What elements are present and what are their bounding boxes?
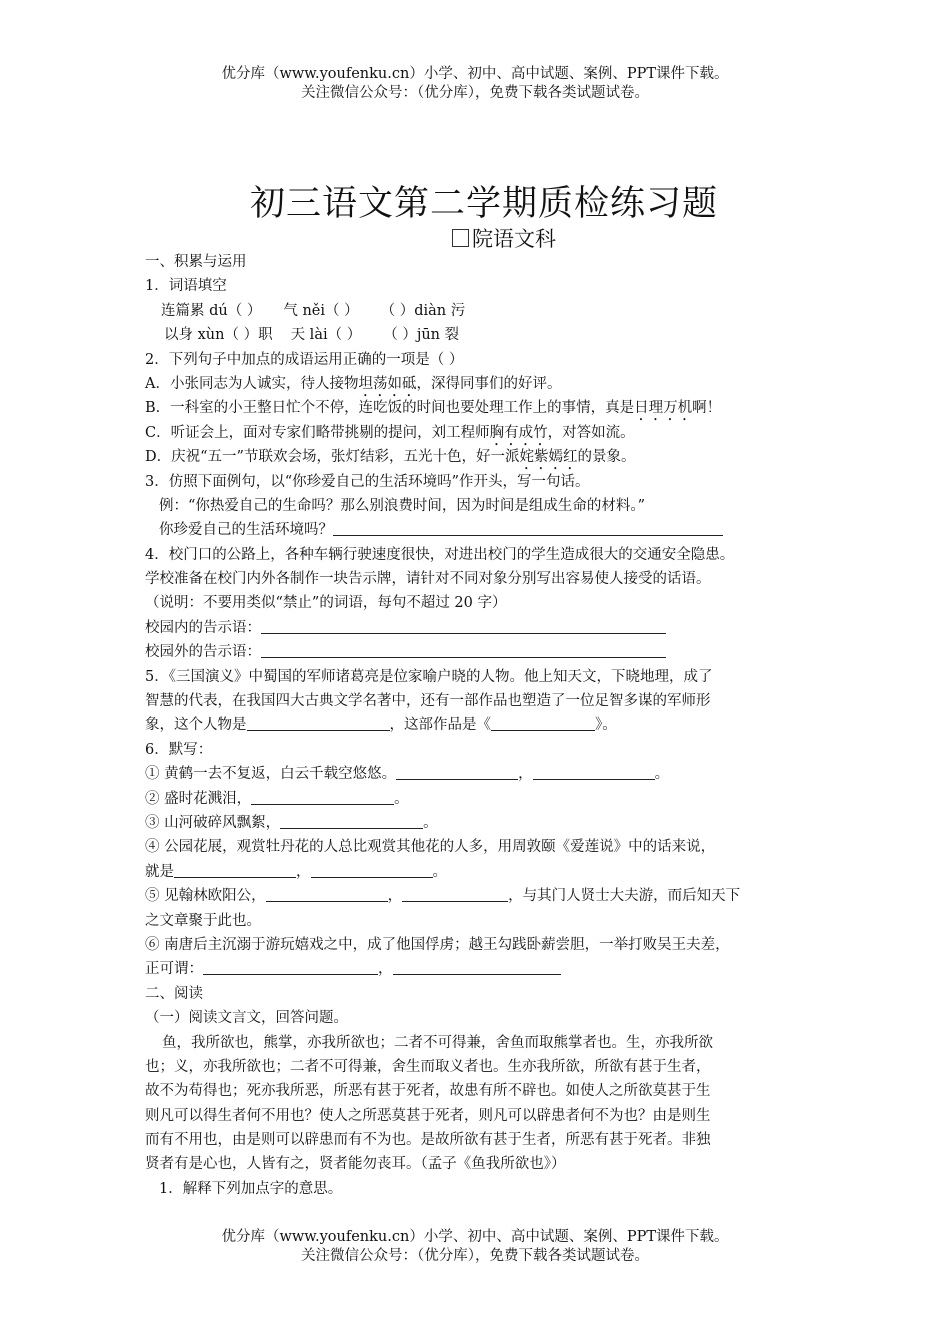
q2-option-a [145,372,813,396]
q6-item-6-line-2 [145,957,813,981]
q2-b-pre: B．一科室的小王整日忙个不停，连吃饭的时间也要处理工作上的事情，真是 [145,400,635,417]
q6-3-period: 。 [423,814,438,831]
q6-5-blank-b[interactable] [402,886,508,902]
footer-line-2: 关注微信公众号：（优分库），免费下载各类试题试卷。 [301,1248,649,1264]
q6-4-text: 就是 [145,863,174,880]
q1-item-c: （ ）diàn 污 [380,302,466,319]
q2-c-post: ，对答如流。 [547,424,635,441]
q6-item-5-line-2: 之文章聚于此也。 [145,912,261,929]
q5-text-a: 象，这个人物是 [145,717,247,734]
q2-b-post: 啊！ [692,400,722,417]
q6-item-4-line-2 [145,860,813,884]
q4-inside-label: 校园内的告示语： [145,619,261,636]
q3-prompt: 你珍爱自己的生活环境吗？ [159,522,333,539]
q6-5-blank-a[interactable] [266,886,388,902]
q6-label: 6．默写： [145,741,213,758]
q2-stem: 2．下列句子中加点的成语运用正确的一项是（ ） [145,351,464,368]
q3-example: 例：“你热爱自己的生命吗？那么别浪费时间，因为时间是组成生命的材料。” [159,497,646,514]
q4-line-2: 学校准备在校门内外各制作一块告示牌，请针对不同对象分别写出容易使人接受的话语。 [145,571,711,588]
q3-answer-line [145,518,813,542]
reading-question-1: 1．解释下列加点字的意思。 [159,1180,343,1197]
section-1-heading: 一、积累与运用 [145,254,247,270]
header-line-2: 关注微信公众号：（优分库），免费下载各类试题试卷。 [301,85,649,101]
q2-b-idiom: 日理万机 [634,400,693,417]
q2-option-b [145,396,813,420]
reading-part-1-label: （一）阅读文言文，回答问题。 [145,1010,348,1027]
q2-d-idiom: 姹紫嫣红 [519,449,578,466]
section-2-heading: 二、阅读 [145,985,203,1002]
q2-c-idiom: 胸有成竹 [489,424,548,441]
passage-line-5: 而有不用也，由是则可以辟患而有不为也。是故所欲有甚于生者，所恶有甚于死者。非独 [145,1132,711,1149]
q6-1-comma: ， [518,766,533,783]
q6-5-comma: ， [387,888,403,905]
q1-item-f: （ ）jūn 裂 [383,327,460,344]
passage-line-6: 贤者有是心也，人皆有之，贤者能勿丧耳。（孟子《鱼我所欲也》） [145,1156,566,1173]
exam-content [145,250,813,1201]
page-footer [0,1228,950,1266]
q5-text-c: 》。 [595,717,617,734]
q1-item-e: 天 lài（ ） [290,327,362,344]
q1-item-a: 连篇累 dú（ ） [161,302,262,319]
passage-line-2: 也；义，亦我所欲也；二者不可得兼，舍生而取义者也。生亦我所欲，所欲有甚于生者， [145,1058,711,1075]
q6-item-2 [145,787,813,811]
q4-outside-row [145,640,813,664]
q2-option-c [145,421,813,445]
passage-line-1: 鱼，我所欲也，熊掌，亦我所欲也；二者不可得兼，舍鱼而取熊掌者也。生，亦我所欲 [162,1034,713,1051]
q2-a-post: ，深得同事们的好评。 [416,375,562,392]
q6-2-period: 。 [394,790,409,807]
q5-text-b: ，这部作品是《 [389,717,491,734]
q6-item-4-line-1: ④ 公园花展，观赏牡丹花的人总比观赏其他花的人多，用周敦颐《爱莲说》中的话来说， [145,839,716,856]
q6-6-blank-a[interactable] [203,959,378,975]
page-title: 初三语文第二学期质检练习题 [249,184,718,224]
q6-3-blank[interactable] [280,813,423,829]
q1-item-d: 以身 xùn（ ）职 [164,327,273,344]
q3-answer-blank[interactable] [333,520,723,536]
q1-item-b: 气 něi（ ） [283,302,359,319]
q2-a-pre: A．小张同志为人诚实，待人接物 [145,375,359,392]
q6-item-6-line-1: ⑥ 南唐后主沉溺于游玩嬉戏之中，成了他国俘虏；越王勾践卧薪尝胆，一举打败吴王夫差， [145,936,730,953]
page-subtitle [452,223,556,253]
q6-4-blank-a[interactable] [174,862,296,878]
q6-5-text-b: ，与其门人贤士大夫游，而后知天下 [508,888,741,905]
q5-person-blank[interactable] [247,715,390,731]
q6-6-text: 正可谓： [145,961,203,978]
q5-line-2: 智慧的代表，在我国四大古典文学名著中，还有一部作品也塑造了一位足智多谋的军师形 [145,693,711,710]
q6-1-period: 。 [654,766,670,783]
q5-line-3 [145,713,813,737]
q6-2-text: ② 盛时花溅泪， [145,790,252,807]
q5-book-blank[interactable] [491,715,595,731]
subtitle-text: 院语文科 [472,227,556,251]
header-line-1: 优分库（www.youfenku.cn）小学、初中、高中试题、案例、PPT课件下载。 [221,66,729,82]
page-header [0,65,950,103]
q4-inside-blank[interactable] [261,618,666,634]
q2-c-pre: C．听证会上，面对专家们略带挑剔的提问，刘工程师 [145,424,490,441]
q2-d-pre: D．庆祝“五一”节联欢会场，张灯结彩，五光十色，好一派 [145,449,520,466]
q4-outside-label: 校园外的告示语： [145,644,261,661]
q6-1-text: ① 黄鹤一去不复返，白云千载空悠悠。 [145,766,397,783]
passage-line-3: 故不为苟得也；死亦我所恶，所恶有甚于死者，故患有所不辟也。如使人之所欲莫甚于生 [145,1083,711,1100]
q6-1-blank-a[interactable] [396,764,518,780]
q6-6-blank-b[interactable] [393,959,561,975]
q1-row-2 [145,323,813,347]
q4-line-1: 4．校门口的公路上，各种车辆行驶速度很快，对进出校门的学生造成很大的交通安全隐患。 [145,546,735,563]
q4-outside-blank[interactable] [261,642,666,658]
q6-item-1 [145,762,813,786]
q6-item-3 [145,811,813,835]
q2-d-post: 的景象。 [577,449,636,466]
q3-stem: 3．仿照下面例句，以“你珍爱自己的生活环境吗”作开头，写一句话。 [145,473,590,490]
box-placeholder [452,229,469,247]
q6-item-5-line-1 [145,884,813,908]
footer-line-1: 优分库（www.youfenku.cn）小学、初中、高中试题、案例、PPT课件下载。 [221,1229,729,1245]
q6-6-comma: ， [378,961,393,978]
q1-row-1 [145,299,813,323]
q6-4-period: 。 [432,863,447,880]
q4-line-3: （说明：不要用类似“禁止”的词语，每句不超过 20 字） [145,595,507,612]
q5-line-1: 5．《三国演义》中蜀国的军师诸葛亮是位家喻户晓的人物。他上知天文，下晓地理，成了 [145,668,713,685]
q6-5-text: ⑤ 见翰林欧阳公， [145,888,266,905]
q2-a-idiom: 坦荡如砥 [358,375,417,392]
passage-line-4: 则凡可以得生者何不用也？使人之所恶莫甚于死者，则凡可以辟患者何不为也？由是则生 [145,1107,711,1124]
q1-label: 1．词语填空 [145,278,227,295]
q6-2-blank[interactable] [251,789,394,805]
q6-3-text: ③ 山河破碎风飘絮， [145,814,281,831]
q4-inside-row [145,616,813,640]
q6-4-comma: ， [296,863,311,880]
q6-4-blank-b[interactable] [311,862,433,878]
q2-option-d [145,445,813,469]
q6-1-blank-b[interactable] [533,764,655,780]
